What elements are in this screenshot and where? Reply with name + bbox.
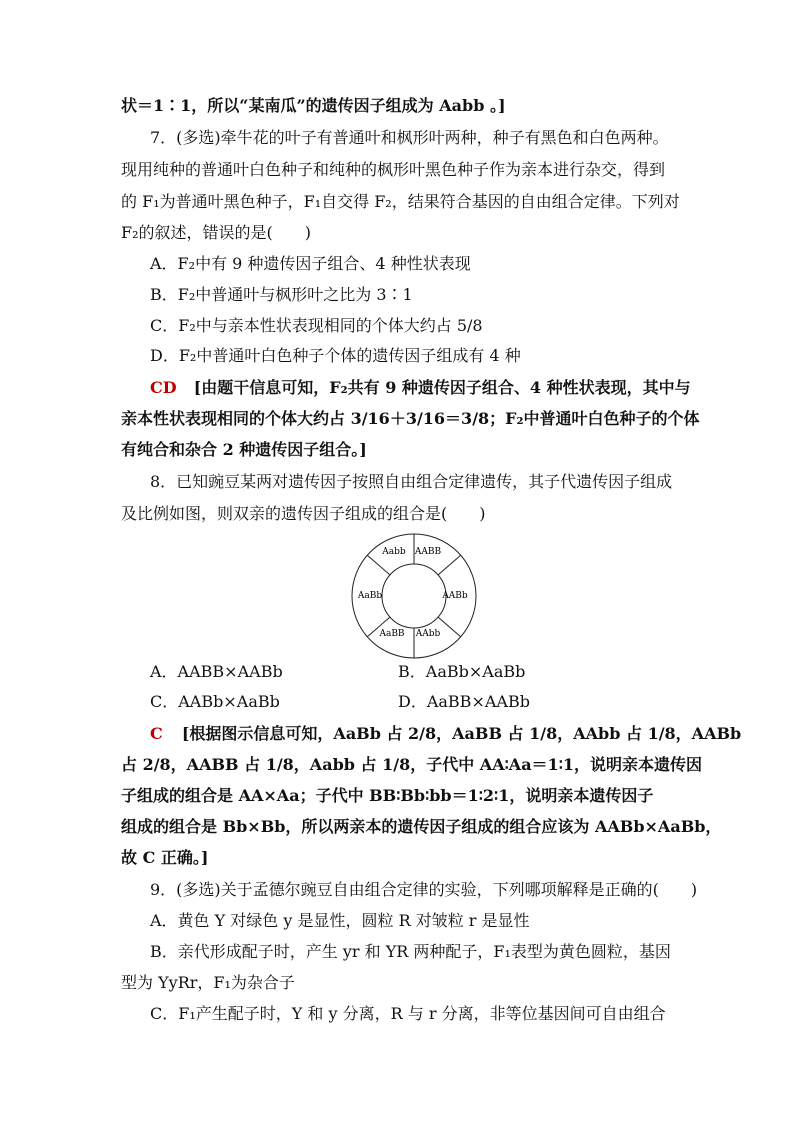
q8-option-a: A．AABB×AABb xyxy=(150,662,283,681)
q7-stem-line3: 的 F₁为普通叶黑色种子，F₁自交得 F₂，结果符合基因的自由组合定律。下列对 xyxy=(121,192,680,211)
q7-stem-line2: 现用纯种的普通叶白色种子和纯种的枫形叶黑色种子作为亲本进行杂交，得到 xyxy=(121,160,666,179)
q7-stem-line1: 7．(多选)牵牛花的叶子有普通叶和枫形叶两种，种子有黑色和白色两种。 xyxy=(150,128,669,147)
q8-stem-line2: 及比例如图，则双亲的遗传因子组成的组合是( ) xyxy=(121,504,486,523)
q8-answer-line4: 组成的组合是 Bb×Bb，所以两亲本的遗传因子组成的组合应该为 AABb×AaBb， xyxy=(121,817,722,836)
ring-divider xyxy=(438,617,461,637)
ring-divider xyxy=(367,555,390,575)
q9-option-c: C．F₁产生配子时，Y 和 y 分离，R 与 r 分离，非等位基因间可自由组合 xyxy=(150,1004,666,1023)
segment-label-aabb-upper: AABB xyxy=(414,547,442,557)
q7-answer-key: CD xyxy=(150,378,177,397)
q8-answer-line5: 故 C 正确。] xyxy=(121,848,209,867)
q8-answer-key: C xyxy=(150,724,163,743)
q8-option-c: C．AABb×AaBb xyxy=(150,692,280,711)
q8-answer-line3: 子组成的组合是 AA×Aa；子代中 BB∶Bb∶bb＝1∶2∶1，说明亲本遗传因子 xyxy=(121,786,654,805)
segment-label-aabb-right: AABb xyxy=(442,591,468,601)
q7-explanation-start: [由题干信息可知，F₂共有 9 种遗传因子组合、4 种性状表现，其中与 xyxy=(193,378,691,397)
q8-answer-line1 xyxy=(150,724,741,744)
q8-explanation-start: [根据图示信息可知，AaBb 占 2/8，AaBB 占 1/8，AAbb 占 1/8，AABb xyxy=(181,724,742,743)
q8-option-b: B．AaBb×AaBb xyxy=(398,662,526,681)
q9-option-b-line1: B．亲代形成配子时，产生 yr 和 YR 两种配子，F₁表型为黄色圆粒，基因 xyxy=(150,942,671,961)
q7-option-b: B．F₂中普通叶与枫形叶之比为 3∶1 xyxy=(150,285,413,304)
q8-stem-line1: 8．已知豌豆某两对遗传因子按照自由组合定律遗传，其子代遗传因子组成 xyxy=(150,472,673,491)
q7-option-d: D．F₂中普通叶白色种子个体的遗传因子组成有 4 种 xyxy=(150,346,521,365)
segment-label-aabb-lower: AAbb xyxy=(415,629,441,639)
q8-option-d: D．AaBB×AABb xyxy=(398,692,530,711)
q7-answer-line2: 亲本性状表现相同的个体大约占 3/16＋3/16＝3/8；F₂中普通叶白色种子的个体 xyxy=(121,409,700,428)
q9-option-b-line2: 型为 YyRr，F₁为杂合子 xyxy=(121,973,295,992)
previous-answer-tail: 状＝1∶1，所以“某南瓜”的遗传因子组成为 Aabb 。] xyxy=(121,96,506,115)
segment-label-aabb-bottom-left: AaBB xyxy=(379,629,405,639)
q7-option-c: C．F₂中与亲本性状表现相同的个体大约占 5/8 xyxy=(150,316,483,335)
q9-option-a: A．黄色 Y 对绿色 y 是显性，圆粒 R 对皱粒 r 是显性 xyxy=(150,911,530,930)
segment-label-aabb: Aabb xyxy=(382,547,406,557)
q7-option-a: A．F₂中有 9 种遗传因子组合、4 种性状表现 xyxy=(150,254,471,273)
q7-answer-line3: 有纯合和杂合 2 种遗传因子组合。] xyxy=(121,440,367,459)
segment-label-aabb-left: AaBb xyxy=(357,591,383,601)
genotype-ring-diagram xyxy=(344,530,484,662)
ring-divider xyxy=(438,555,461,575)
q8-answer-line2: 占 2/8，AABB 占 1/8，Aabb 占 1/8，子代中 AA∶Aa＝1∶1，说明亲本遗传因 xyxy=(121,755,702,774)
q7-answer-line1 xyxy=(150,378,691,398)
ring-inner-circle xyxy=(382,564,446,628)
q7-stem-line4: F₂的叙述，错误的是( ) xyxy=(121,223,312,242)
q9-stem: 9．(多选)关于孟德尔豌豆自由组合定律的实验，下列哪项解释是正确的( ) xyxy=(150,880,698,899)
